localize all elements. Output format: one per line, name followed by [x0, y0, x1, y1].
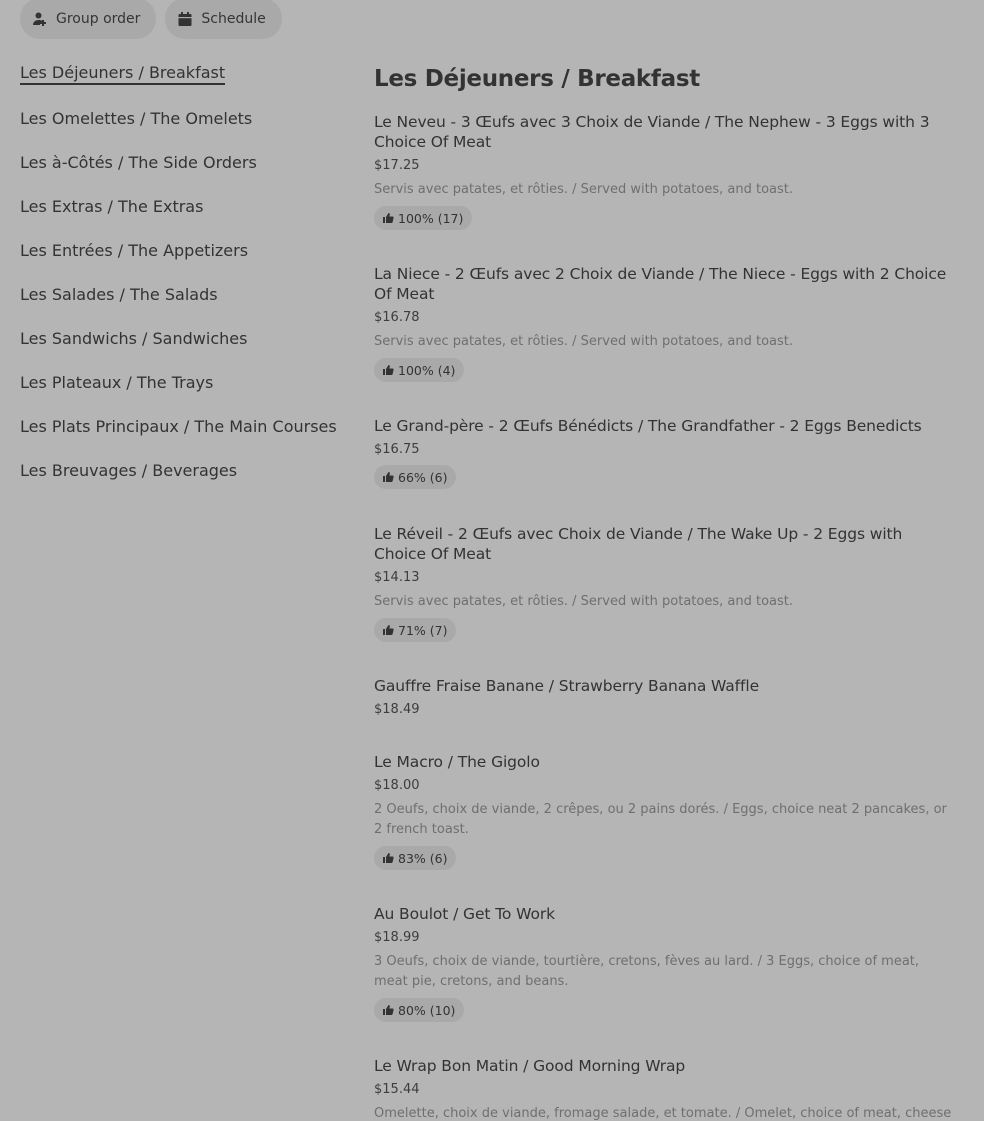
sidebar-item-label: Les Salades / The Salads [20, 285, 218, 304]
group-order-button[interactable] [20, 0, 156, 39]
menu-item[interactable] [374, 1056, 954, 1121]
thumbs-up-icon [382, 364, 394, 376]
sidebar-item-omelets[interactable] [20, 106, 350, 150]
menu-item-name: Le Wrap Bon Matin / Good Morning Wrap [374, 1057, 686, 1075]
menu-section [374, 62, 954, 1121]
sidebar-item-label: Les Plats Principaux / The Main Courses [20, 417, 337, 436]
menu-item-name: Au Boulot / Get To Work [374, 905, 555, 923]
sidebar-item-label: Les Entrées / The Appetizers [20, 241, 249, 260]
menu-item-price: $16.78 [374, 310, 420, 325]
sidebar-item-label: Les Breuvages / Beverages [20, 461, 238, 480]
menu-item-price: $17.25 [374, 158, 420, 173]
menu-item-name: Le Macro / The Gigolo [374, 753, 540, 771]
rating-text: 66% (6) [398, 469, 448, 485]
rating-badge [374, 465, 456, 489]
sidebar-item-trays[interactable] [20, 370, 350, 414]
menu-item-name: Gauffre Fraise Banane / Strawberry Banana Waffle [374, 677, 760, 695]
sidebar-item-breakfast[interactable] [20, 60, 350, 106]
thumbs-up-icon [382, 1004, 394, 1016]
sidebar-item-label: Les Plateaux / The Trays [20, 373, 214, 392]
top-actions [20, 0, 282, 39]
sidebar-item-beverages[interactable] [20, 458, 350, 502]
menu-item-description: Servis avec patates, et rôties. / Served with potatoes, and toast. [374, 334, 794, 349]
menu-item[interactable] [374, 264, 954, 416]
menu-item-price: $18.49 [374, 702, 420, 717]
sidebar-item-label: Les Omelettes / The Omelets [20, 109, 253, 128]
menu-item-price: $15.44 [374, 1082, 420, 1097]
menu-item[interactable] [374, 112, 954, 264]
menu-item-description: Servis avec patates, et rôties. / Served with potatoes, and toast. [374, 182, 794, 197]
thumbs-up-icon [382, 212, 394, 224]
section-title: Les Déjeuners / Breakfast [374, 66, 700, 92]
menu-item[interactable] [374, 676, 954, 752]
sidebar-item-label: Les Déjeuners / Breakfast [20, 63, 225, 85]
menu-item-price: $14.13 [374, 570, 420, 585]
menu-item[interactable] [374, 416, 954, 524]
rating-text: 100% (4) [398, 362, 456, 378]
rating-badge [374, 618, 456, 642]
sidebar-item-side-orders[interactable] [20, 150, 350, 194]
sidebar-item-main-courses[interactable] [20, 414, 350, 458]
menu-item-description: Servis avec patates, et rôties. / Served with potatoes, and toast. [374, 594, 794, 609]
rating-text: 80% (10) [398, 1002, 456, 1018]
group-order-label: Group order [56, 10, 141, 27]
menu-item-name: La Niece - 2 Œufs avec 2 Choix de Viande / The Niece - Eggs with 2 Choice Of Meat [374, 265, 947, 303]
sidebar-item-salads[interactable] [20, 282, 350, 326]
sidebar-item-label: Les Extras / The Extras [20, 197, 204, 216]
schedule-button[interactable] [165, 0, 281, 39]
rating-badge [374, 206, 472, 230]
menu-item[interactable] [374, 524, 954, 676]
thumbs-up-icon [382, 471, 394, 483]
menu-item-price: $16.75 [374, 442, 420, 457]
rating-badge [374, 998, 464, 1022]
person-add-icon [32, 11, 48, 27]
menu-item-name: Le Grand-père - 2 Œufs Bénédicts / The Grandfather - 2 Eggs Benedicts [374, 417, 922, 435]
rating-badge [374, 358, 464, 382]
sidebar-item-appetizers[interactable] [20, 238, 350, 282]
sidebar-item-label: Les Sandwichs / Sandwiches [20, 329, 248, 348]
thumbs-up-icon [382, 624, 394, 636]
rating-text: 71% (7) [398, 622, 448, 638]
menu-item-price: $18.00 [374, 778, 420, 793]
menu-item-price: $18.99 [374, 930, 420, 945]
thumbs-up-icon [382, 852, 394, 864]
menu-item-name: Le Réveil - 2 Œufs avec Choix de Viande / The Wake Up - 2 Eggs with Choice Of Meat [374, 525, 903, 563]
schedule-label: Schedule [201, 10, 266, 27]
sidebar-item-sandwiches[interactable] [20, 326, 350, 370]
menu-item[interactable] [374, 904, 954, 1056]
menu-item-name: Le Neveu - 3 Œufs avec 3 Choix de Viande / The Nephew - 3 Eggs with 3 Choice Of Meat [374, 113, 930, 151]
menu-item[interactable] [374, 752, 954, 904]
rating-badge [374, 846, 456, 870]
calendar-icon [177, 11, 193, 27]
sidebar-item-label: Les à-Côtés / The Side Orders [20, 153, 257, 172]
menu-item-description: 2 Oeufs, choix de viande, 2 crêpes, ou 2 pains dorés. / Eggs, choice neat 2 pancakes, or 2 french toast. [374, 802, 947, 837]
sidebar-item-extras[interactable] [20, 194, 350, 238]
menu-item-description: 3 Oeufs, choix de viande, tourtière, cretons, fèves au lard. / 3 Eggs, choice of meat, meat pie, cretons, and beans. [374, 954, 920, 989]
category-sidebar [20, 60, 350, 502]
menu-item-description: Omelette, choix de viande, fromage salade, et tomate. / Omelet, choice of meat, cheese [374, 1106, 952, 1121]
rating-text: 100% (17) [398, 210, 464, 226]
rating-text: 83% (6) [398, 850, 448, 866]
